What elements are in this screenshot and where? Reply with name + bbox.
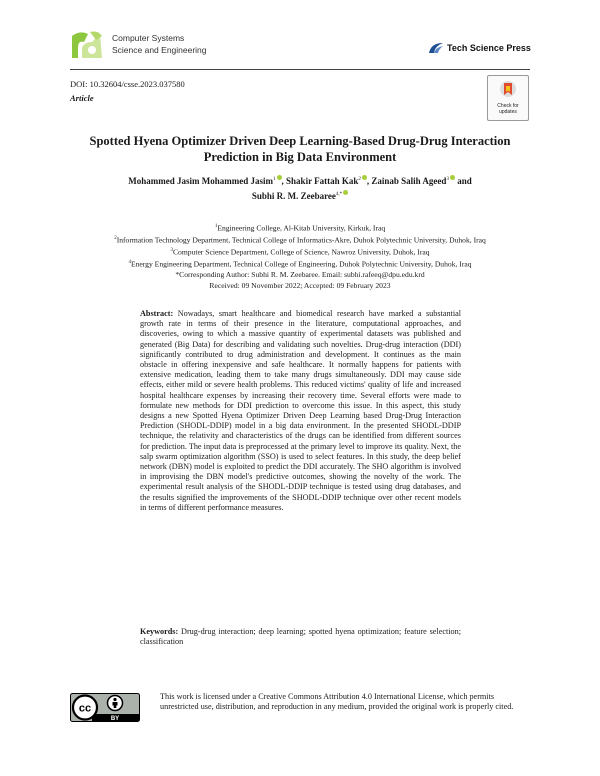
check-for-updates-button[interactable] xyxy=(487,75,529,121)
author-affiliation-mark: 4,* xyxy=(335,192,343,197)
author-affiliation-mark: 3 xyxy=(446,177,449,182)
received-accepted-dates: Received: 09 November 2022; Accepted: 09 February 2023 xyxy=(209,280,391,290)
publisher-logo-icon xyxy=(428,41,444,55)
affiliations xyxy=(60,222,540,291)
affiliation: $^3$Computer Science Department, College of Science, Nawroz University, Duhok, Iraq xyxy=(170,247,430,257)
corresponding-author: *Corresponding Author: Subhi R. M. Zeebaree. Email: subhi.rafeeq@dpu.edu.krd xyxy=(175,270,425,280)
check-updates-line2: updates xyxy=(499,109,517,115)
author-name: Mohammed Jasim Mohammed Jasim xyxy=(128,176,274,186)
keywords xyxy=(140,627,461,647)
author-list: Mohammed Jasim Mohammed Jasim$^1$ , Shakir Fattah Kak$^2$ , Zainab Salih Ageed$^3$ and Subhi R. M. Zeebaree$^{4,*}$ xyxy=(128,176,472,201)
author-name: Zainab Salih Ageed xyxy=(371,176,447,186)
license-text: This work is licensed under a Creative Commons Attribution 4.0 International License, which permits unrestricted use, distribution, and reproduction in any medium, provided the original work is properly cited. xyxy=(160,692,514,712)
journal-name: Computer Systems Science and Engineering xyxy=(112,33,207,55)
author-affiliation-mark: 1 xyxy=(273,177,276,182)
cc-by-license-badge[interactable] xyxy=(70,693,140,722)
orcid-icon[interactable] xyxy=(343,190,348,195)
check-updates-line1: Check for xyxy=(497,103,519,109)
publisher-name: Tech Science Press xyxy=(428,41,531,55)
title-line: Prediction in Big Data Environment xyxy=(203,150,397,164)
abstract-text: Nowadays, smart healthcare and biomedical research have marked a substantial growth rate in terms of their presence in the literature, computational approaches, and discoveries, owing to which a massive quantity of experimental datasets was published and generated (Big Data) for describing and validating such novelties. Drug-drug interaction (DDI) significantly contributed to drug administration and development. It continues as the main obstacle in offering inexpensive and safe healthcare. It normally happens for patients with extensive medication, leading them to take many drugs simultaneously. DDI may cause side effects, either mild or severe health problems. This reduced victims' quality of life and increased hospital healthcare expenses by increasing their recovery time. Several efforts were made to formulate new methods for DDI prediction to overcome this issue. In this aspect, this study designs a new Spotted Hyena Optimizer Driven Deep Learning based Drug-Drug Interaction Prediction (SHODL-DDIP) model in a big data environment. In the presented SHODL-DDIP technique, the relativity and characteristics of the drugs can be identified from different sources for prediction. The input data is preprocessed at the primary level to improve its quality. Next, the salp swarm optimization algorithm (SSO) is used to select features. In this study, the deep belief network (DBN) model is exploited to predict the DDI accurately. The SHO algorithm is involved in improvising the DBN model's predictive outcomes, showing the novelty of the work. The experimental result analysis of the SHODL-DDIP technique is tested using drug databases, and the results signified the improvements of the SHODL-DDIP technique over other recent models in terms of different performance measures. xyxy=(140,309,462,512)
affiliation: $^2$Information Technology Department, Technical College of Informatics-Akre, Duhok Polytechnic University, Duhok, Iraq xyxy=(114,235,486,245)
keywords-text: Drug-drug interaction; deep learning; spotted hyena optimization; feature selection; classification xyxy=(140,627,462,647)
doi[interactable]: DOI: 10.32604/csse.2023.037580 xyxy=(70,79,185,89)
abstract-label: Abstract: xyxy=(140,309,174,318)
author-name: Subhi R. M. Zeebaree xyxy=(251,191,336,201)
affiliation: $^4$Energy Engineering Department, Technical College of Engineering, Duhok Polytechnic University, Duhok, Iraq xyxy=(128,259,472,269)
cc-badge-label: BY xyxy=(110,716,120,722)
header-divider xyxy=(70,69,530,70)
author-affiliation-mark: 2 xyxy=(358,177,361,182)
affiliation: $^1$Engineering College, Al-Kitab University, Kirkuk, Iraq xyxy=(214,223,386,233)
svg-text:cc: cc xyxy=(78,702,92,715)
crossmark-icon xyxy=(499,80,517,102)
journal-logo xyxy=(70,28,104,60)
keywords-label: Keywords: xyxy=(140,627,179,636)
abstract xyxy=(140,309,461,513)
paper-title xyxy=(70,133,530,165)
article-type: Article xyxy=(70,93,94,103)
title-line: Spotted Hyena Optimizer Driven Deep Learning-Based Drug-Drug Interaction xyxy=(89,134,511,148)
author-name: Shakir Fattah Kak xyxy=(286,176,359,186)
